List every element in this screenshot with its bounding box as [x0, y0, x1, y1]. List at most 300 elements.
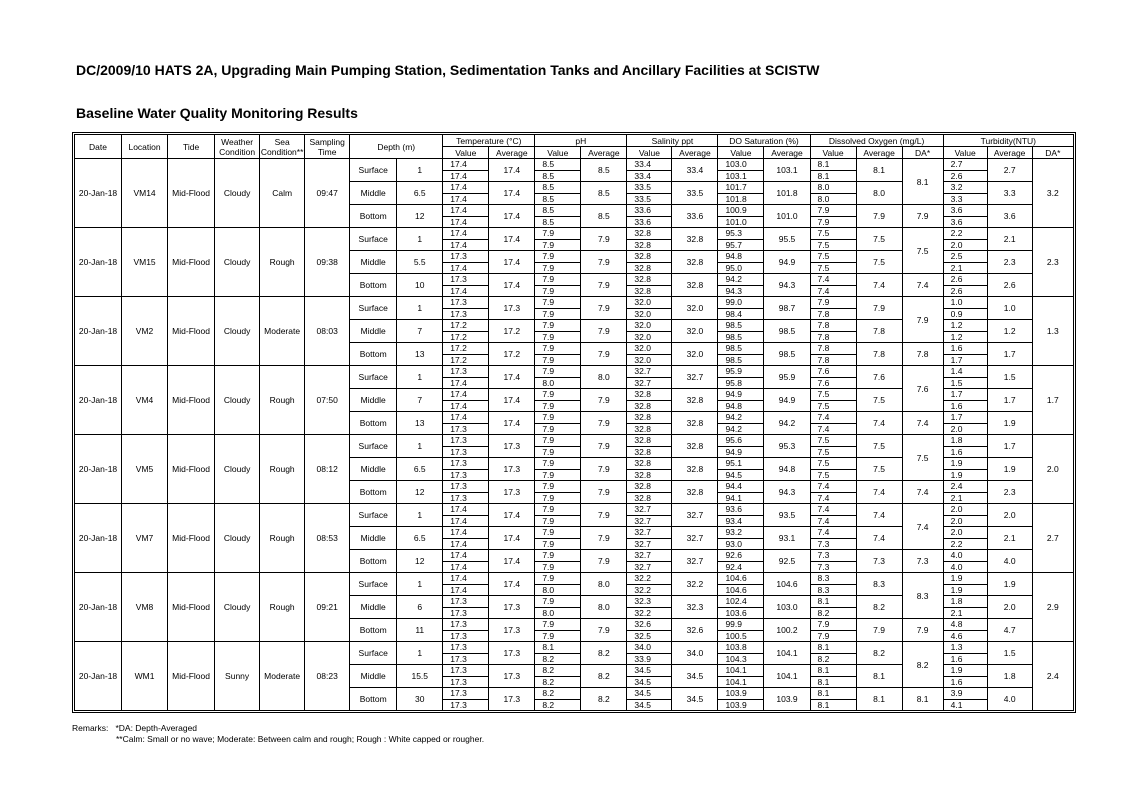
do-saturation-value: 104.6: [718, 584, 764, 596]
dissolved-oxygen-value: 7.9: [810, 216, 856, 228]
turbidity-value: 3.2: [943, 182, 987, 194]
dissolved-oxygen-value: 8.0: [810, 182, 856, 194]
turbidity-value: 1.0: [943, 297, 987, 309]
table-body: [75, 159, 1074, 711]
dissolved-oxygen-da: 7.5: [902, 228, 943, 274]
temperature-value: 17.4: [443, 561, 489, 573]
weather-cell: Cloudy: [215, 573, 260, 642]
temperature-value: 17.3: [443, 665, 489, 677]
do-saturation-value: 98.5: [718, 320, 764, 332]
turbidity-average: 1.0: [987, 297, 1032, 320]
dissolved-oxygen-average: 8.2: [856, 642, 902, 665]
dissolved-oxygen-value: 7.5: [810, 262, 856, 274]
dissolved-oxygen-value: 7.5: [810, 251, 856, 263]
results-table-frame: [72, 132, 1076, 713]
depth-m-cell: 1: [397, 228, 443, 251]
temperature-value: 17.3: [443, 642, 489, 654]
dissolved-oxygen-average: 7.3: [856, 550, 902, 573]
turbidity-value: 1.8: [943, 435, 987, 447]
turbidity-average: 2.0: [987, 504, 1032, 527]
do-saturation-value: 95.3: [718, 228, 764, 240]
temperature-value: 17.3: [443, 423, 489, 435]
salinity-average: 33.4: [672, 159, 718, 182]
salinity-value: 32.8: [627, 423, 672, 435]
dissolved-oxygen-value: 8.1: [810, 159, 856, 171]
dissolved-oxygen-da-bottom: 7.3: [902, 550, 943, 573]
salinity-value: 33.5: [627, 182, 672, 194]
dissolved-oxygen-average: 7.9: [856, 205, 902, 228]
ph-value: 8.5: [535, 170, 581, 182]
dissolved-oxygen-value: 7.4: [810, 492, 856, 504]
depth-m-cell: 15.5: [397, 665, 443, 688]
salinity-value: 32.0: [627, 343, 672, 355]
do-saturation-value: 94.8: [718, 400, 764, 412]
subheader-average: Average: [987, 147, 1032, 159]
remarks-line-1: Remarks: *DA: Depth-Averaged: [72, 723, 198, 733]
turbidity-value: 1.9: [943, 665, 987, 677]
salinity-value: 32.8: [627, 446, 672, 458]
temperature-average: 17.2: [489, 343, 535, 366]
salinity-average: 32.3: [672, 596, 718, 619]
depth-name-cell: Surface: [350, 435, 397, 458]
date-cell: 20-Jan-18: [75, 159, 122, 228]
header-sea-label: Sea Condition**: [260, 136, 304, 157]
salinity-value: 33.6: [627, 216, 672, 228]
do-saturation-average: 93.1: [764, 527, 810, 550]
turbidity-value: 4.0: [943, 561, 987, 573]
turbidity-value: 1.9: [943, 469, 987, 481]
ph-value: 8.2: [535, 699, 581, 711]
turbidity-average: 4.0: [987, 550, 1032, 573]
header-location: Location: [122, 135, 168, 159]
do-saturation-value: 95.6: [718, 435, 764, 447]
table-row: [75, 573, 1074, 585]
dissolved-oxygen-value: 7.4: [810, 285, 856, 297]
do-saturation-value: 94.2: [718, 274, 764, 286]
do-saturation-value: 103.0: [718, 159, 764, 171]
salinity-average: 32.7: [672, 366, 718, 389]
turbidity-average: 2.7: [987, 159, 1032, 182]
temperature-value: 17.3: [443, 274, 489, 286]
salinity-value: 33.9: [627, 653, 672, 665]
do-saturation-value: 93.4: [718, 515, 764, 527]
ph-value: 7.9: [535, 504, 581, 516]
ph-value: 7.9: [535, 446, 581, 458]
temperature-value: 17.3: [443, 446, 489, 458]
salinity-value: 32.5: [627, 630, 672, 642]
dissolved-oxygen-average: 7.5: [856, 228, 902, 251]
do-saturation-value: 93.2: [718, 527, 764, 539]
dissolved-oxygen-da-bottom: 7.4: [902, 274, 943, 297]
ph-value: 7.9: [535, 630, 581, 642]
turbidity-average: 1.9: [987, 573, 1032, 596]
temperature-value: 17.3: [443, 251, 489, 263]
turbidity-value: 2.2: [943, 538, 987, 550]
location-cell: VM2: [122, 297, 168, 366]
do-saturation-value: 101.7: [718, 182, 764, 194]
depth-m-cell: 1: [397, 573, 443, 596]
salinity-average: 32.8: [672, 228, 718, 251]
depth-m-cell: 1: [397, 366, 443, 389]
ph-average: 7.9: [581, 458, 627, 481]
temperature-value: 17.4: [443, 262, 489, 274]
temperature-value: 17.3: [443, 492, 489, 504]
dissolved-oxygen-value: 8.1: [810, 699, 856, 711]
ph-value: 8.2: [535, 676, 581, 688]
salinity-average: 32.8: [672, 481, 718, 504]
salinity-average: 32.7: [672, 527, 718, 550]
header-date: Date: [75, 135, 122, 159]
ph-value: 7.9: [535, 354, 581, 366]
turbidity-value: 4.6: [943, 630, 987, 642]
dissolved-oxygen-value: 7.5: [810, 435, 856, 447]
remarks-line-2: **Calm: Small or no wave; Moderate: Between calm and rough; Rough : White capped or rougher.: [116, 734, 485, 744]
do-saturation-value: 93.6: [718, 504, 764, 516]
sea-condition-cell: Rough: [260, 504, 305, 573]
turbidity-average: 2.1: [987, 228, 1032, 251]
do-saturation-value: 94.8: [718, 251, 764, 263]
temperature-average: 17.4: [489, 412, 535, 435]
do-saturation-average: 100.2: [764, 619, 810, 642]
salinity-average: 32.8: [672, 251, 718, 274]
depth-name-cell: Middle: [350, 665, 397, 688]
do-saturation-average: 94.9: [764, 251, 810, 274]
dissolved-oxygen-da: 8.1: [902, 159, 943, 205]
report-title: DC/2009/10 HATS 2A, Upgrading Main Pumping Station, Sedimentation Tanks and Ancillary Facilities at SCISTW: [76, 62, 820, 78]
do-saturation-value: 103.1: [718, 170, 764, 182]
dissolved-oxygen-value: 7.4: [810, 274, 856, 286]
temperature-value: 17.4: [443, 389, 489, 401]
salinity-value: 32.0: [627, 308, 672, 320]
ph-value: 8.5: [535, 216, 581, 228]
temperature-value: 17.4: [443, 182, 489, 194]
temperature-value: 17.3: [443, 458, 489, 470]
salinity-value: 33.5: [627, 193, 672, 205]
dissolved-oxygen-da: 7.6: [902, 366, 943, 412]
turbidity-average: 3.6: [987, 205, 1032, 228]
temperature-average: 17.4: [489, 251, 535, 274]
weather-cell: Cloudy: [215, 366, 260, 435]
tide-cell: Mid-Flood: [168, 159, 215, 228]
temperature-value: 17.3: [443, 676, 489, 688]
temperature-value: 17.4: [443, 216, 489, 228]
depth-name-cell: Middle: [350, 458, 397, 481]
temperature-average: 17.3: [489, 435, 535, 458]
turbidity-value: 2.7: [943, 159, 987, 171]
turbidity-value: 1.2: [943, 320, 987, 332]
sampling-time-cell: 09:38: [305, 228, 350, 297]
do-saturation-value: 94.4: [718, 481, 764, 493]
turbidity-value: 0.9: [943, 308, 987, 320]
weather-cell: Cloudy: [215, 297, 260, 366]
dissolved-oxygen-average: 8.1: [856, 159, 902, 182]
do-saturation-value: 95.8: [718, 377, 764, 389]
sampling-time-cell: 08:03: [305, 297, 350, 366]
temperature-value: 17.3: [443, 297, 489, 309]
salinity-value: 32.8: [627, 492, 672, 504]
depth-name-cell: Middle: [350, 182, 397, 205]
temperature-average: 17.2: [489, 320, 535, 343]
turbidity-value: 1.8: [943, 596, 987, 608]
header-dissolved-oxygen: Dissolved Oxygen (mg/L): [810, 135, 943, 147]
do-saturation-value: 94.9: [718, 446, 764, 458]
location-cell: VM5: [122, 435, 168, 504]
dissolved-oxygen-value: 7.5: [810, 228, 856, 240]
salinity-value: 33.4: [627, 170, 672, 182]
ph-average: 8.5: [581, 159, 627, 182]
tide-cell: Mid-Flood: [168, 504, 215, 573]
ph-value: 7.9: [535, 262, 581, 274]
do-saturation-value: 101.8: [718, 193, 764, 205]
salinity-value: 34.5: [627, 699, 672, 711]
turbidity-da: 2.7: [1032, 504, 1073, 573]
temperature-value: 17.4: [443, 239, 489, 251]
depth-m-cell: 12: [397, 550, 443, 573]
ph-value: 7.9: [535, 239, 581, 251]
header-sampling-label: Sampling Time: [309, 136, 345, 157]
ph-value: 7.9: [535, 331, 581, 343]
depth-m-cell: 6.5: [397, 458, 443, 481]
dissolved-oxygen-value: 8.1: [810, 676, 856, 688]
ph-average: 8.0: [581, 596, 627, 619]
dissolved-oxygen-value: 7.6: [810, 377, 856, 389]
turbidity-average: 1.7: [987, 389, 1032, 412]
depth-m-cell: 6: [397, 596, 443, 619]
header-turbidity: Turbidity(NTU): [943, 135, 1073, 147]
ph-value: 7.9: [535, 492, 581, 504]
ph-value: 7.9: [535, 423, 581, 435]
ph-average: 8.2: [581, 665, 627, 688]
depth-m-cell: 7: [397, 320, 443, 343]
turbidity-value: 1.7: [943, 354, 987, 366]
turbidity-average: 1.7: [987, 435, 1032, 458]
salinity-value: 32.8: [627, 274, 672, 286]
salinity-value: 32.8: [627, 228, 672, 240]
ph-average: 7.9: [581, 550, 627, 573]
turbidity-average: 1.7: [987, 343, 1032, 366]
turbidity-value: 2.0: [943, 423, 987, 435]
do-saturation-value: 94.5: [718, 469, 764, 481]
ph-value: 8.5: [535, 159, 581, 171]
do-saturation-value: 103.9: [718, 699, 764, 711]
weather-cell: Cloudy: [215, 504, 260, 573]
ph-value: 7.9: [535, 366, 581, 378]
dissolved-oxygen-da-bottom: 7.9: [902, 619, 943, 642]
ph-value: 7.9: [535, 228, 581, 240]
dissolved-oxygen-value: 7.9: [810, 297, 856, 309]
temperature-value: 17.4: [443, 228, 489, 240]
dissolved-oxygen-average: 7.4: [856, 274, 902, 297]
dissolved-oxygen-average: 7.8: [856, 343, 902, 366]
dissolved-oxygen-average: 7.8: [856, 320, 902, 343]
subheader-average: Average: [672, 147, 718, 159]
do-saturation-value: 104.6: [718, 573, 764, 585]
temperature-value: 17.3: [443, 308, 489, 320]
sampling-time-cell: 09:21: [305, 573, 350, 642]
subheader-average: Average: [581, 147, 627, 159]
ph-value: 7.9: [535, 596, 581, 608]
turbidity-average: 1.9: [987, 412, 1032, 435]
ph-average: 8.2: [581, 642, 627, 665]
turbidity-average: 1.5: [987, 366, 1032, 389]
temperature-value: 17.4: [443, 170, 489, 182]
depth-m-cell: 7: [397, 389, 443, 412]
temperature-value: 17.3: [443, 469, 489, 481]
dissolved-oxygen-value: 7.4: [810, 412, 856, 424]
ph-value: 8.0: [535, 584, 581, 596]
salinity-value: 32.2: [627, 573, 672, 585]
salinity-average: 34.5: [672, 665, 718, 688]
salinity-value: 32.8: [627, 262, 672, 274]
date-cell: 20-Jan-18: [75, 504, 122, 573]
ph-value: 7.9: [535, 308, 581, 320]
depth-name-cell: Middle: [350, 596, 397, 619]
do-saturation-value: 98.5: [718, 331, 764, 343]
table-row: [75, 159, 1074, 171]
dissolved-oxygen-average: 7.5: [856, 251, 902, 274]
turbidity-value: 2.6: [943, 170, 987, 182]
temperature-average: 17.4: [489, 573, 535, 596]
do-saturation-average: 103.1: [764, 159, 810, 182]
do-saturation-value: 104.1: [718, 676, 764, 688]
turbidity-value: 1.6: [943, 343, 987, 355]
depth-m-cell: 6.5: [397, 527, 443, 550]
salinity-value: 34.5: [627, 665, 672, 677]
depth-name-cell: Surface: [350, 573, 397, 596]
sampling-time-cell: 08:53: [305, 504, 350, 573]
dissolved-oxygen-value: 8.3: [810, 584, 856, 596]
temperature-value: 17.3: [443, 607, 489, 619]
date-cell: 20-Jan-18: [75, 435, 122, 504]
do-saturation-average: 94.8: [764, 458, 810, 481]
do-saturation-value: 98.5: [718, 343, 764, 355]
turbidity-value: 1.9: [943, 584, 987, 596]
dissolved-oxygen-value: 8.1: [810, 596, 856, 608]
report-subtitle: Baseline Water Quality Monitoring Results: [76, 105, 358, 121]
salinity-average: 34.5: [672, 688, 718, 711]
temperature-value: 17.4: [443, 584, 489, 596]
ph-value: 7.9: [535, 619, 581, 631]
dissolved-oxygen-average: 7.5: [856, 458, 902, 481]
tide-cell: Mid-Flood: [168, 435, 215, 504]
turbidity-average: 4.0: [987, 688, 1032, 711]
do-saturation-value: 103.6: [718, 607, 764, 619]
salinity-average: 32.0: [672, 343, 718, 366]
turbidity-value: 1.6: [943, 400, 987, 412]
depth-name-cell: Bottom: [350, 550, 397, 573]
ph-value: 7.9: [535, 573, 581, 585]
water-quality-table: [74, 134, 1074, 711]
salinity-value: 32.7: [627, 561, 672, 573]
subheader-da: DA*: [902, 147, 943, 159]
turbidity-average: 2.3: [987, 481, 1032, 504]
subheader-value: Value: [943, 147, 987, 159]
turbidity-value: 3.6: [943, 216, 987, 228]
dissolved-oxygen-value: 7.3: [810, 538, 856, 550]
do-saturation-average: 92.5: [764, 550, 810, 573]
subheader-average: Average: [764, 147, 810, 159]
turbidity-value: 2.0: [943, 515, 987, 527]
depth-name-cell: Bottom: [350, 412, 397, 435]
turbidity-da: 3.2: [1032, 159, 1073, 228]
do-saturation-value: 99.0: [718, 297, 764, 309]
do-saturation-value: 100.9: [718, 205, 764, 217]
do-saturation-average: 94.9: [764, 389, 810, 412]
temperature-average: 17.3: [489, 481, 535, 504]
location-cell: VM8: [122, 573, 168, 642]
dissolved-oxygen-average: 8.2: [856, 596, 902, 619]
ph-value: 7.9: [535, 400, 581, 412]
depth-name-cell: Bottom: [350, 481, 397, 504]
weather-cell: Cloudy: [215, 435, 260, 504]
ph-value: 7.9: [535, 320, 581, 332]
location-cell: VM15: [122, 228, 168, 297]
salinity-average: 32.8: [672, 389, 718, 412]
temperature-average: 17.3: [489, 688, 535, 711]
ph-value: 7.9: [535, 481, 581, 493]
ph-value: 7.9: [535, 538, 581, 550]
turbidity-value: 1.6: [943, 446, 987, 458]
sea-condition-cell: Moderate: [260, 642, 305, 711]
turbidity-value: 2.1: [943, 492, 987, 504]
turbidity-value: 4.8: [943, 619, 987, 631]
do-saturation-value: 99.9: [718, 619, 764, 631]
dissolved-oxygen-value: 7.9: [810, 630, 856, 642]
dissolved-oxygen-value: 8.0: [810, 193, 856, 205]
salinity-value: 32.8: [627, 435, 672, 447]
header-tide: Tide: [168, 135, 215, 159]
ph-average: 7.9: [581, 481, 627, 504]
subheader-value: Value: [535, 147, 581, 159]
salinity-value: 32.2: [627, 584, 672, 596]
temperature-value: 17.4: [443, 573, 489, 585]
do-saturation-average: 98.5: [764, 320, 810, 343]
ph-average: 7.9: [581, 504, 627, 527]
subheader-value: Value: [443, 147, 489, 159]
salinity-value: 32.0: [627, 331, 672, 343]
dissolved-oxygen-da: 7.4: [902, 504, 943, 550]
salinity-value: 32.7: [627, 366, 672, 378]
turbidity-da: 2.4: [1032, 642, 1073, 711]
do-saturation-value: 104.1: [718, 665, 764, 677]
date-cell: 20-Jan-18: [75, 297, 122, 366]
subheader-average: Average: [856, 147, 902, 159]
salinity-value: 34.5: [627, 688, 672, 700]
turbidity-value: 1.2: [943, 331, 987, 343]
temperature-value: 17.3: [443, 481, 489, 493]
ph-average: 8.0: [581, 366, 627, 389]
dissolved-oxygen-value: 8.1: [810, 688, 856, 700]
temperature-average: 17.4: [489, 389, 535, 412]
sampling-time-cell: 08:23: [305, 642, 350, 711]
do-saturation-value: 102.4: [718, 596, 764, 608]
subheader-da: DA*: [1032, 147, 1073, 159]
turbidity-average: 1.8: [987, 665, 1032, 688]
ph-value: 8.0: [535, 377, 581, 389]
turbidity-value: 4.0: [943, 550, 987, 562]
subheader-value: Value: [627, 147, 672, 159]
ph-average: 7.9: [581, 251, 627, 274]
salinity-value: 32.6: [627, 619, 672, 631]
salinity-average: 32.6: [672, 619, 718, 642]
dissolved-oxygen-value: 7.5: [810, 239, 856, 251]
temperature-value: 17.3: [443, 699, 489, 711]
do-saturation-value: 95.9: [718, 366, 764, 378]
temperature-value: 17.2: [443, 343, 489, 355]
do-saturation-average: 93.5: [764, 504, 810, 527]
dissolved-oxygen-average: 8.0: [856, 182, 902, 205]
location-cell: VM4: [122, 366, 168, 435]
